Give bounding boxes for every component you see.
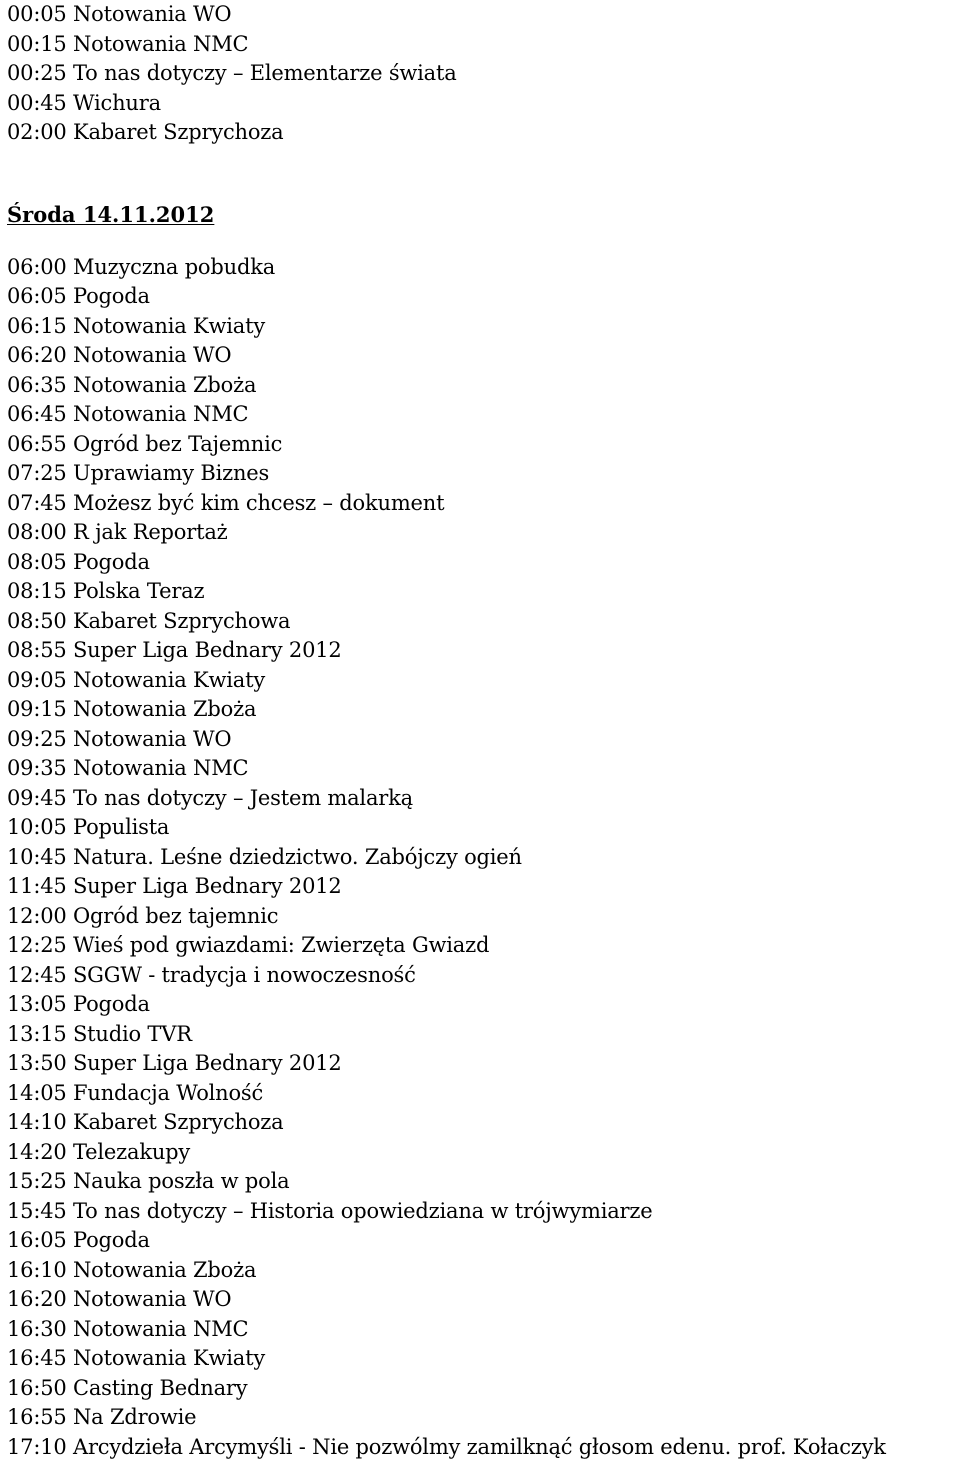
schedule-entry: 17:10 Arcydzieła Arcymyśli - Nie pozwólmy zamilknąć głosom edenu. prof. Kołaczyk bbox=[7, 1434, 886, 1459]
schedule-entry: 13:15 Studio TVR bbox=[7, 1021, 192, 1046]
schedule-entry: 09:15 Notowania Zboża bbox=[7, 697, 257, 721]
schedule-entry: 00:05 Notowania WO bbox=[7, 2, 232, 26]
day-schedule-list bbox=[7, 253, 960, 1463]
schedule-entry: 16:20 Notowania WO bbox=[7, 1287, 232, 1311]
schedule-entry: 09:35 Notowania NMC bbox=[7, 756, 249, 780]
schedule-entry: 14:20 Telezakupy bbox=[7, 1139, 191, 1164]
schedule-entry: 07:45 Możesz być kim chcesz – dokument bbox=[7, 490, 445, 515]
schedule-entry: 00:45 Wichura bbox=[7, 90, 161, 115]
schedule-entry: 16:45 Notowania Kwiaty bbox=[7, 1346, 266, 1370]
schedule-entry: 08:15 Polska Teraz bbox=[7, 579, 205, 603]
schedule-entry: 06:35 Notowania Zboża bbox=[7, 372, 257, 397]
schedule-entry: 02:00 Kabaret Szprychoza bbox=[7, 120, 284, 144]
schedule-entry: 14:05 Fundacja Wolność bbox=[7, 1080, 264, 1105]
schedule-entry: 06:45 Notowania NMC bbox=[7, 402, 249, 426]
schedule-entry: 06:00 Muzyczna pobudka bbox=[7, 254, 276, 279]
schedule-entry: 06:20 Notowania WO bbox=[7, 343, 232, 367]
schedule-entry: 11:45 Super Liga Bednary 2012 bbox=[7, 874, 342, 898]
schedule-entry: 10:05 Populista bbox=[7, 815, 170, 839]
schedule-entry: 12:00 Ogród bez tajemnic bbox=[7, 903, 279, 928]
day-heading: Środa 14.11.2012 bbox=[7, 201, 215, 227]
schedule-entry: 13:50 Super Liga Bednary 2012 bbox=[7, 1051, 342, 1075]
schedule-entry: 09:25 Notowania WO bbox=[7, 726, 232, 751]
schedule-entry: 06:55 Ogród bez Tajemnic bbox=[7, 431, 283, 456]
schedule-entry: 08:55 Super Liga Bednary 2012 bbox=[7, 638, 342, 662]
schedule-entry: 16:10 Notowania Zboża bbox=[7, 1257, 257, 1282]
earlier-schedule-list bbox=[7, 0, 960, 148]
schedule-entry: 13:05 Pogoda bbox=[7, 992, 150, 1016]
schedule-entry: 09:05 Notowania Kwiaty bbox=[7, 667, 266, 692]
schedule-entry: 09:45 To nas dotyczy – Jestem malarką bbox=[7, 785, 413, 810]
schedule-entry: 12:45 SGGW - tradycja i nowoczesność bbox=[7, 962, 416, 987]
schedule-entry: 16:50 Casting Bednary bbox=[7, 1375, 248, 1400]
schedule-entry: 16:30 Notowania NMC bbox=[7, 1316, 249, 1341]
schedule-entry: 06:15 Notowania Kwiaty bbox=[7, 313, 266, 338]
schedule-entry: 07:25 Uprawiamy Biznes bbox=[7, 461, 270, 485]
schedule-entry: 08:50 Kabaret Szprychowa bbox=[7, 608, 291, 633]
schedule-entry: 16:05 Pogoda bbox=[7, 1228, 150, 1252]
schedule-entry: 16:55 Na Zdrowie bbox=[7, 1405, 197, 1429]
schedule-entry: 06:05 Pogoda bbox=[7, 284, 150, 308]
schedule-entry: 14:10 Kabaret Szprychoza bbox=[7, 1110, 284, 1134]
schedule-entry: 12:25 Wieś pod gwiazdami: Zwierzęta Gwiazd bbox=[7, 933, 490, 957]
schedule-entry: 08:00 R jak Reportaż bbox=[7, 520, 228, 544]
schedule-entry: 00:25 To nas dotyczy – Elementarze świata bbox=[7, 61, 457, 85]
schedule-entry: 00:15 Notowania NMC bbox=[7, 31, 249, 56]
schedule-entry: 10:45 Natura. Leśne dziedzictwo. Zabójczy ogień bbox=[7, 844, 522, 869]
schedule-entry: 08:05 Pogoda bbox=[7, 549, 150, 574]
schedule-entry: 15:25 Nauka poszła w pola bbox=[7, 1169, 290, 1193]
schedule-entry: 15:45 To nas dotyczy – Historia opowiedziana w trójwymiarze bbox=[7, 1198, 653, 1223]
schedule-document bbox=[7, 0, 960, 1462]
